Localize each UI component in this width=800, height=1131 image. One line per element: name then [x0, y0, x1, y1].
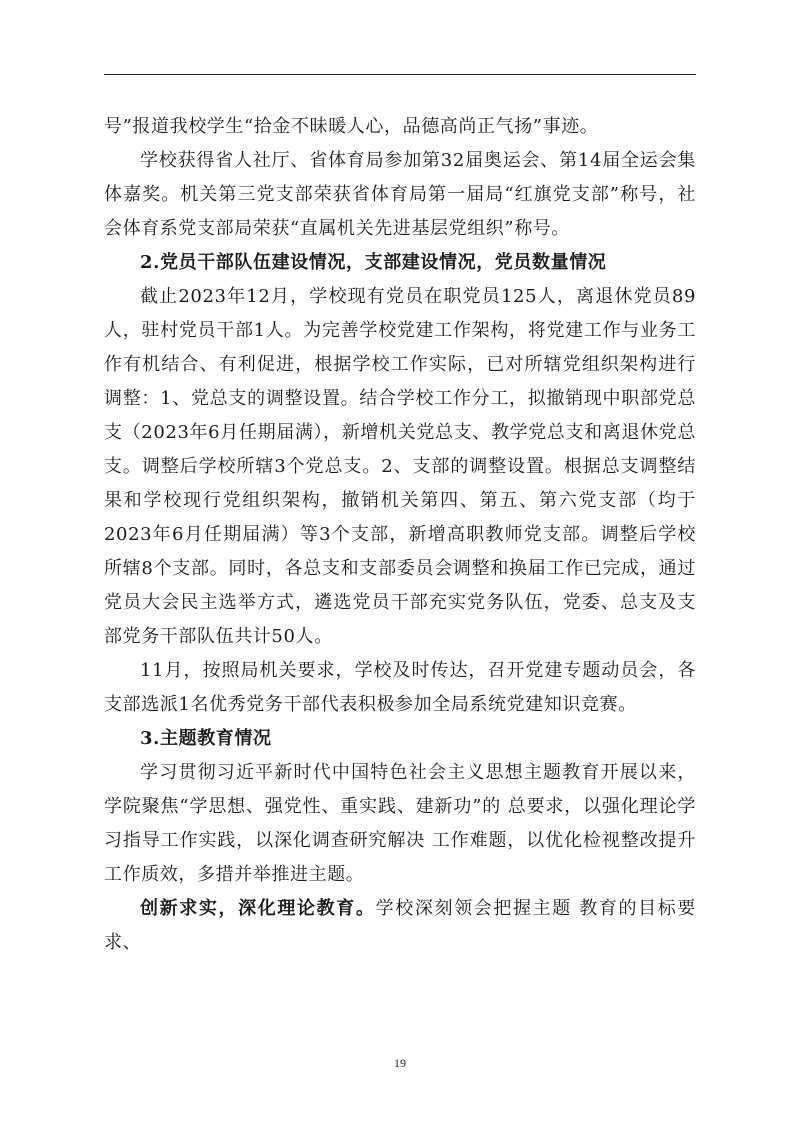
paragraph-lead-text: 学校深刻领会把握主题 教育的目标要求、 [104, 898, 696, 953]
paragraph-awards: 学校获得省人社厅、省体育局参加第32届奥运会、第14届全运会集体嘉奖。机关第三党支部荣获省体育局第一届局“红旗党支部”称号，社会体育系党支部局荣获“直属机关先进基层党组织”称号。 [104, 150, 696, 239]
page-number: 19 [394, 1056, 406, 1070]
section-heading-party-cadres: 2.党员干部队伍建设情况，支部建设情况，党员数量情况 [140, 252, 607, 273]
paragraph-party-members: 截止2023年12月，学校现有党员在职党员125人，离退休党员89人，驻村党员干部1人。为完善学校党建工作架构，将党建工作与业务工作有机结合、有利促进，根据学校工作实际，已对所辖党组织架构进行调整：1、党总支的调整设置。结合学校工作分工，拟撤销现中职部党总支（2023年6月任期届满），新增机关党总支、教学党总支和离退休党总支。调整后学校所辖3个党总支。2、支部的调整设置。根据总支调整结果和学校现行党组织架构，撤销机关第四、第五、第六党支部（均于2023年6月任期届满）等3个支部，新增高职教师党支部。调整后学校所辖8个支部。同时，各总支和支部委员会调整和换届工作已完成，通过党员大会民主选举方式，遴选党员干部充实党务队伍，党委、总支及支部党务干部队伍共计50人。 [104, 286, 696, 647]
paragraph-november-contest: 11月，按照局机关要求，学校及时传达，召开党建专题动员会，各支部选派1名优秀党务干部代表积极参加全局系统党建知识竞赛。 [104, 660, 696, 715]
header-rule [104, 74, 696, 75]
paragraph-continuation: 号”报道我校学生“拾金不昧暖人心，品德高尚正气扬”事迹。 [104, 116, 599, 137]
document-body [104, 110, 696, 960]
section-heading-theme-education: 3.主题教育情况 [140, 728, 272, 749]
paragraph-theme-education: 学习贯彻习近平新时代中国特色社会主义思想主题教育开展以来，学院聚焦“学思想、强党性、重实践、建新功”的 总要求，以强化理论学习指导工作实践，以深化调查研究解决 工作难题，以优化检视整改提升工作质效，多措并举推进主题。 [104, 762, 696, 885]
paragraph-theory-education [104, 892, 696, 960]
paragraph-lead-bold: 创新求实，深化理论教育。 [140, 898, 376, 919]
